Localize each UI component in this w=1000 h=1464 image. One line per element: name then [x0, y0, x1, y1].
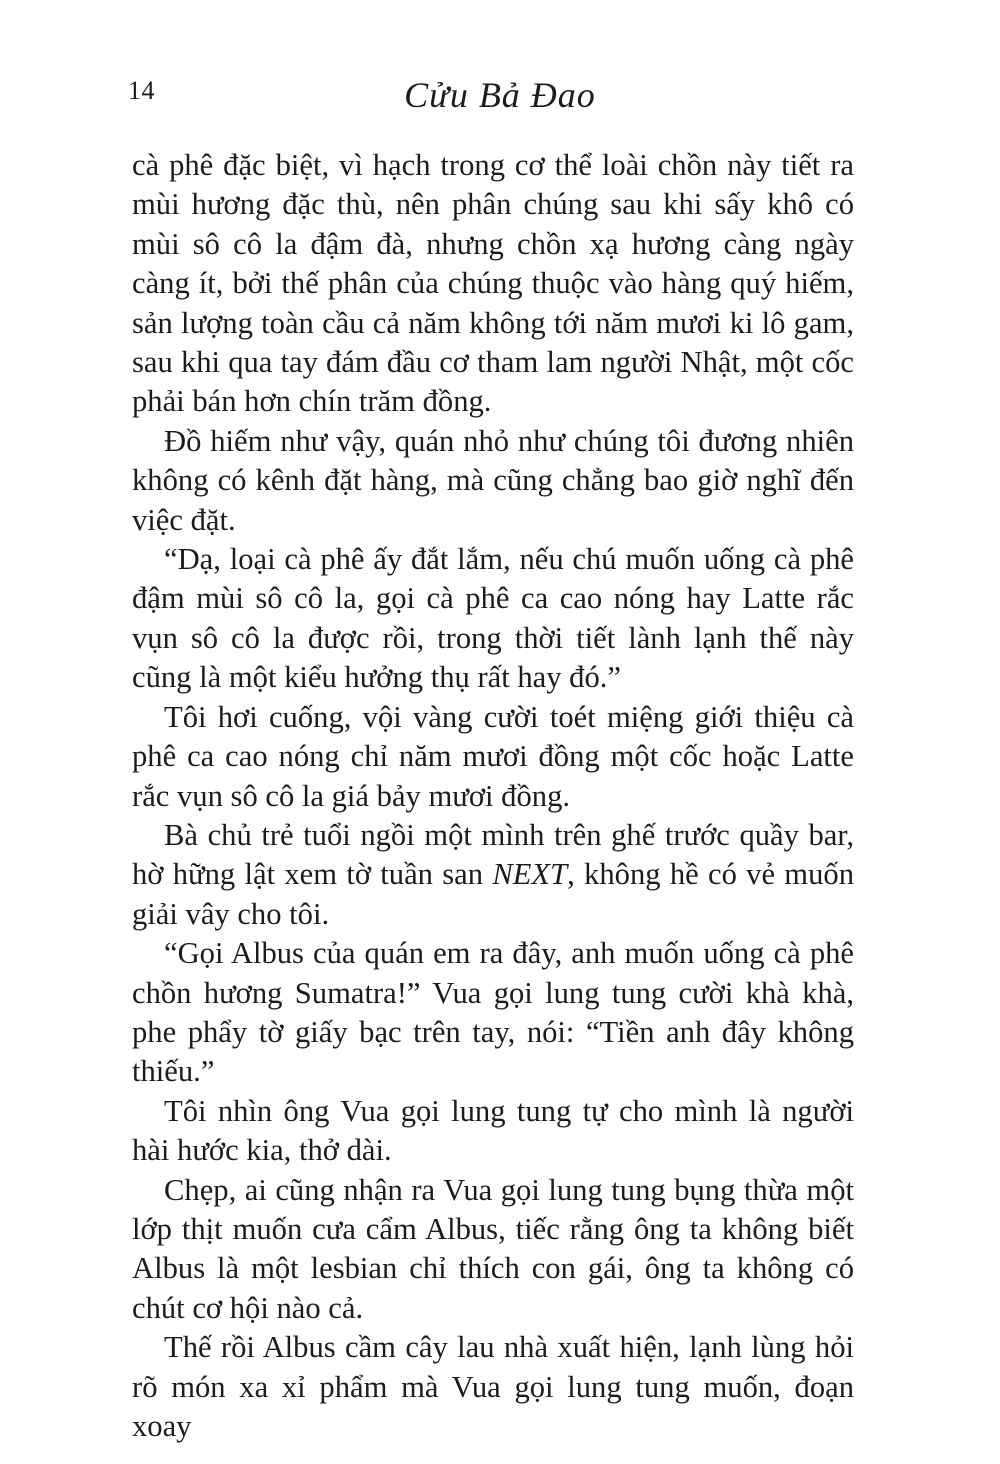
- page-number: 14: [128, 76, 155, 105]
- paragraph-text-after: , không hề có vẻ muốn giải vây cho tôi.: [132, 857, 854, 931]
- paragraph-continues-next-page: Thế rồi Albus cầm cây lau nhà xuất hiện, lạnh lùng hỏi rõ món xa xỉ phẩm mà Vua gọi lung tung muốn, đoạn xoay: [132, 1330, 854, 1443]
- paragraph-text-before: Bà chủ trẻ tuổi ngồi một mình trên ghế trước quầy bar, hờ hững lật xem tờ tuần san: [132, 817, 854, 892]
- body-text: [132, 146, 854, 1446]
- paragraph-dialogue: “Gọi Albus của quán em ra đây, anh muốn uống cà phê chồn hương Sumatra!” Vua gọi lung tung cười khà khà, phe phẩy tờ giấy bạc trên tay, nói: “Tiền anh đây không thiếu.”: [132, 936, 854, 1089]
- paragraph: Tôi hơi cuống, vội vàng cười toét miệng giới thiệu cà phê ca cao nóng chỉ năm mươi đồng một cốc hoặc Latte rắc vụn sô cô la giá bảy mươi đồng.: [132, 699, 854, 813]
- paragraph: Đồ hiếm như vậy, quán nhỏ như chúng tôi đương nhiên không có kênh đặt hàng, mà cũng chẳng bao giờ nghĩ đến việc đặt.: [132, 423, 854, 537]
- paragraph-dialogue: “Dạ, loại cà phê ấy đắt lắm, nếu chú muốn uống cà phê đậm mùi sô cô la, gọi cà phê ca cao nóng hay Latte rắc vụn sô cô la được rồi, trong thời tiết lành lạnh thế này cũng là một kiểu hưởng thụ rất hay đó.”: [132, 542, 854, 695]
- paragraph-continued: cà phê đặc biệt, vì hạch trong cơ thể loài chồn này tiết ra mùi hương đặc thù, nên phân chúng sau khi sấy khô có mùi sô cô la đậm đà, nhưng chồn xạ hương càng ngày càng ít, bởi thế phân của chúng thuộc vào hàng quý hiếm, sản lượng toàn cầu cả năm không tới năm mươi ki lô gam, sau khi qua tay đám đầu cơ tham lam người Nhật, một cốc phải bán hơn chín trăm đồng.: [132, 148, 854, 419]
- paragraph: Chẹp, ai cũng nhận ra Vua gọi lung tung bụng thừa một lớp thịt muốn cưa cẩm Albus, tiếc rằng ông ta không biết Albus là một lesbian chỉ thích con gái, ông ta không có chút cơ hội nào cả.: [132, 1172, 854, 1325]
- running-title: Cửu Bả Đao: [404, 75, 596, 115]
- paragraph-with-emphasis: [132, 816, 854, 934]
- magazine-title-emphasis: NEXT: [492, 857, 568, 892]
- paragraph: Tôi nhìn ông Vua gọi lung tung tự cho mình là người hài hước kia, thở dài.: [132, 1093, 854, 1168]
